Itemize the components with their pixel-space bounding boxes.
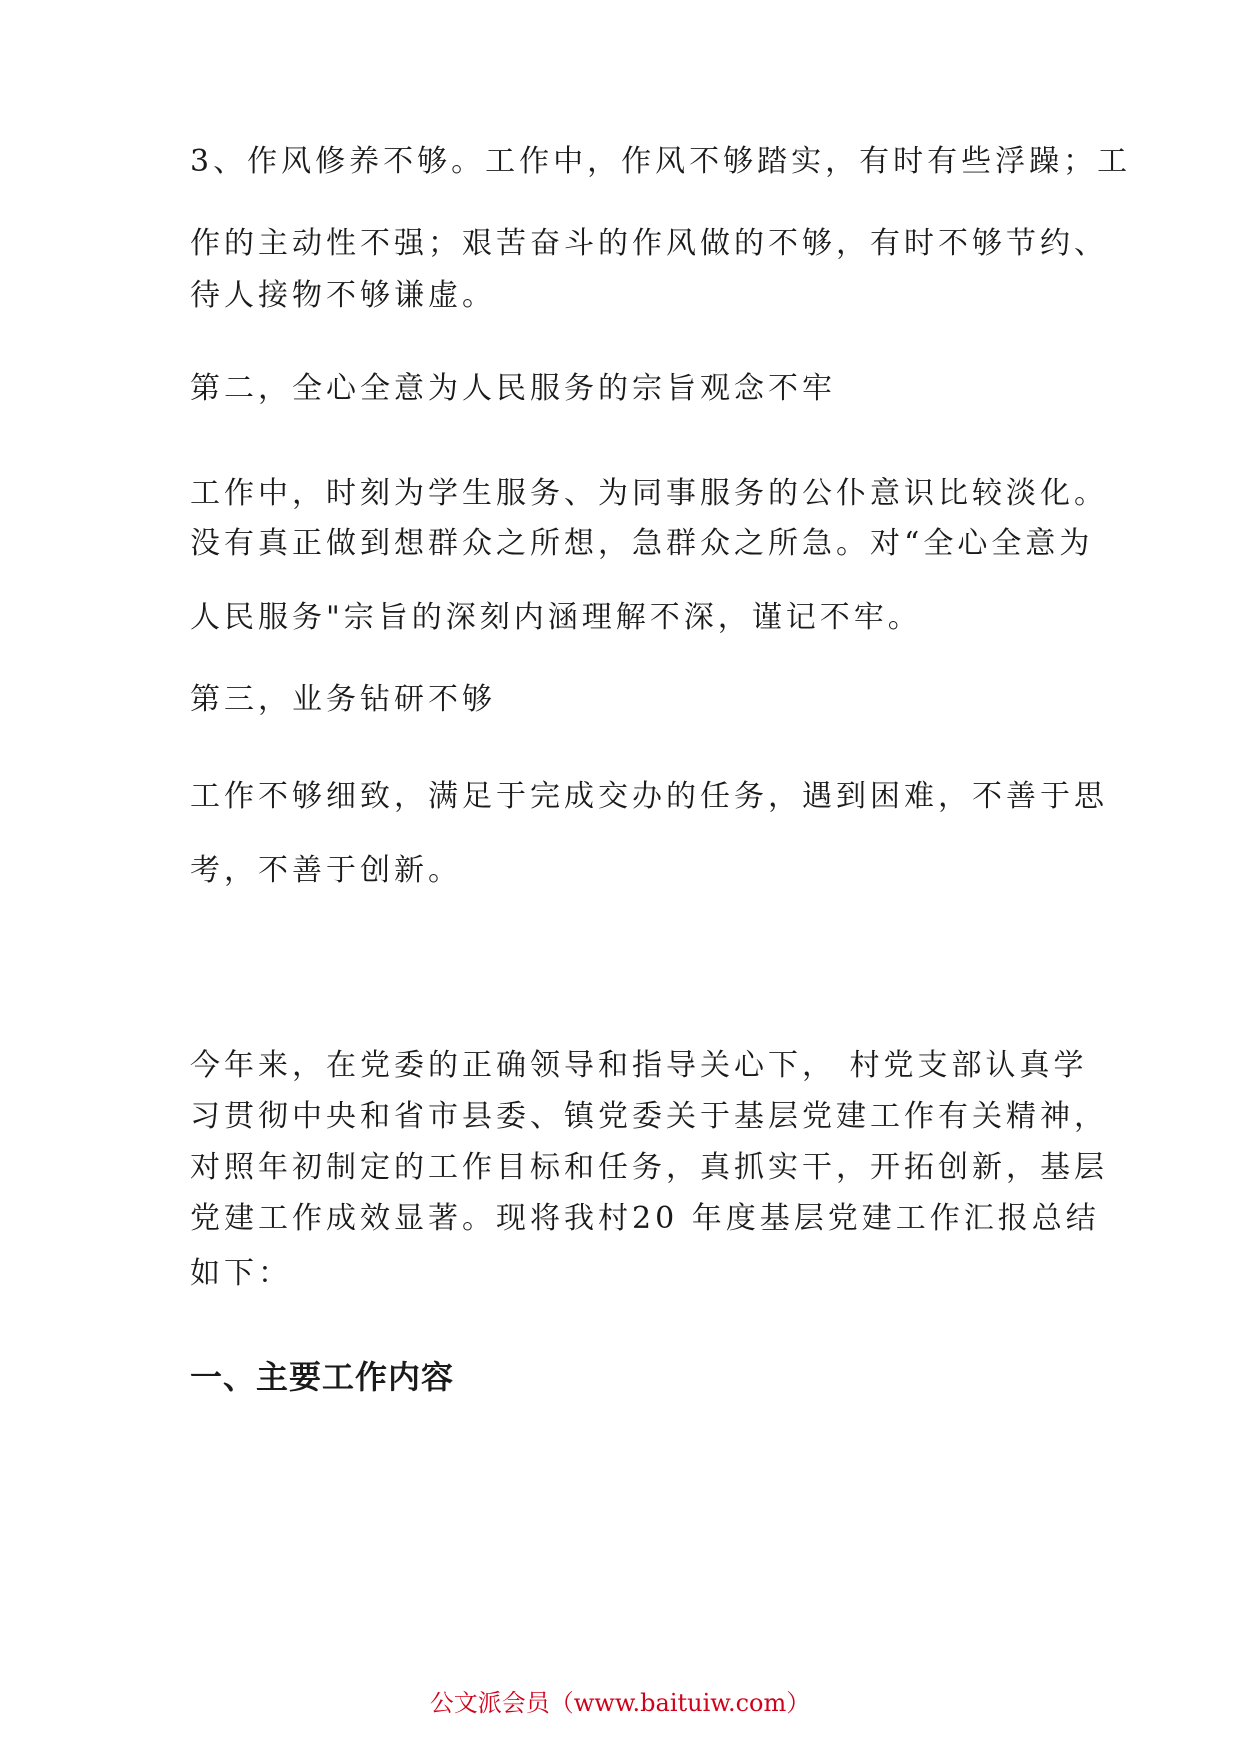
paragraph-line: 工作不够细致，满足于完成交办的任务，遇到困难，不善于思 [190, 779, 1108, 814]
footer-link[interactable]: 公文派会员（www.baituiw.com） [429, 1689, 811, 1717]
main-heading: 一、主要工作内容 [190, 1358, 455, 1396]
paragraph-line: 3、作风修养不够。工作中，作风不够踏实，有时有些浮躁；工 [190, 144, 1132, 179]
paragraph-line: 考，不善于创新。 [190, 853, 462, 888]
paragraph-line: 对照年初制定的工作目标和任务，真抓实干，开拓创新，基层 [190, 1150, 1108, 1185]
paragraph-line: 习贯彻中央和省市县委、镇党委关于基层党建工作有关精神， [190, 1099, 1108, 1134]
paragraph-line: 工作中，时刻为学生服务、为同事服务的公仆意识比较淡化。 [190, 476, 1108, 511]
section-title: 第三，业务钻研不够 [190, 682, 496, 717]
paragraph-line: 人民服务"宗旨的深刻内涵理解不深，谨记不牢。 [190, 600, 922, 635]
paragraph-line: 今年来，在党委的正确领导和指导关心下， 村党支部认真学 [190, 1048, 1088, 1083]
footer-watermark[interactable] [0, 1688, 1240, 1718]
paragraph-line: 没有真正做到想群众之所想，急群众之所急。对“全心全意为 [190, 526, 1094, 561]
paragraph-line: 党建工作成效显著。现将我村20 年度基层党建工作汇报总结 [190, 1201, 1100, 1236]
paragraph-line: 待人接物不够谦虚。 [190, 278, 496, 313]
paragraph-line: 如下： [190, 1256, 292, 1291]
section-title: 第二，全心全意为人民服务的宗旨观念不牢 [190, 371, 836, 406]
paragraph-line: 作的主动性不强；艰苦奋斗的作风做的不够，有时不够节约、 [190, 226, 1108, 261]
